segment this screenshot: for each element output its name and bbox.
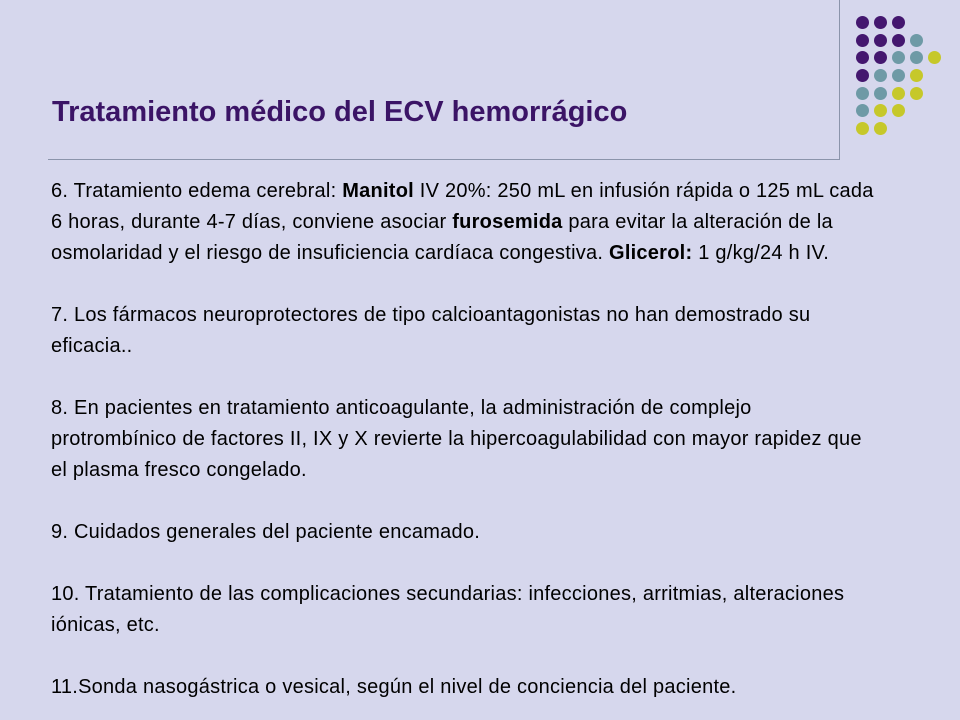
paragraph-text: 6. Tratamiento edema cerebral: bbox=[51, 180, 343, 202]
slide-body bbox=[51, 176, 881, 703]
decorative-dot bbox=[892, 69, 905, 82]
decorative-dot bbox=[856, 16, 869, 29]
decorative-dot bbox=[856, 104, 869, 117]
paragraph-gap bbox=[51, 362, 881, 393]
body-paragraph bbox=[51, 517, 881, 548]
vertical-rule bbox=[839, 0, 840, 160]
body-paragraph bbox=[51, 672, 881, 703]
paragraph-gap bbox=[51, 269, 881, 300]
paragraph-gap bbox=[51, 641, 881, 672]
title-underline-rule bbox=[48, 159, 840, 160]
paragraph-text: 11.Sonda nasogástrica o vesical, según el nivel de conciencia del paciente. bbox=[51, 676, 737, 698]
decorative-dot bbox=[910, 34, 923, 47]
body-paragraph bbox=[51, 176, 881, 269]
decorative-dot bbox=[892, 87, 905, 100]
decorative-dot bbox=[874, 34, 887, 47]
decorative-dot bbox=[856, 51, 869, 64]
paragraph-text: 9. Cuidados generales del paciente encamado. bbox=[51, 521, 481, 543]
decorative-dot bbox=[874, 16, 887, 29]
decorative-dot bbox=[892, 104, 905, 117]
decorative-dot bbox=[856, 122, 869, 135]
decorative-dot bbox=[856, 34, 869, 47]
decorative-dot bbox=[856, 87, 869, 100]
decorative-dot bbox=[856, 69, 869, 82]
decorative-dot bbox=[910, 69, 923, 82]
paragraph-text: IV 20%: 250 mL en infusión rápida o 125 mL cada 6 horas, durante 4-7 días, conviene asociar bbox=[51, 180, 874, 233]
decorative-dot bbox=[874, 122, 887, 135]
emphasized-term: furosemida bbox=[452, 211, 563, 233]
paragraph-text: 7. Los fármacos neuroprotectores de tipo calcioantagonistas no han demostrado su eficacia.. bbox=[51, 304, 811, 357]
body-paragraph bbox=[51, 579, 881, 641]
decorative-dot bbox=[874, 51, 887, 64]
paragraph-text: 1 g/kg/24 h IV. bbox=[692, 242, 830, 264]
paragraph-text: para evitar la alteración de la osmolaridad y el riesgo de insuficiencia cardíaca congestiva. bbox=[51, 211, 833, 264]
decorative-dot bbox=[892, 16, 905, 29]
paragraph-text: 8. En pacientes en tratamiento anticoagulante, la administración de complejo protrombínico de factores II, IX y X revierte la hipercoagulabilidad con mayor rapidez que el plasma fresco congelado. bbox=[51, 397, 862, 481]
body-paragraph bbox=[51, 300, 881, 362]
decorative-dot bbox=[928, 51, 941, 64]
body-paragraph bbox=[51, 393, 881, 486]
slide-title: Tratamiento médico del ECV hemorrágico bbox=[52, 96, 628, 128]
decorative-dot bbox=[874, 104, 887, 117]
decorative-dot bbox=[892, 51, 905, 64]
decorative-dot bbox=[910, 87, 923, 100]
emphasized-term: Manitol bbox=[342, 180, 414, 202]
paragraph-gap bbox=[51, 548, 881, 579]
emphasized-term: Glicerol: bbox=[609, 242, 693, 264]
decorative-dot bbox=[910, 51, 923, 64]
decorative-dot bbox=[874, 69, 887, 82]
paragraph-gap bbox=[51, 486, 881, 517]
decorative-dot bbox=[874, 87, 887, 100]
decorative-dot bbox=[892, 34, 905, 47]
paragraph-text: 10. Tratamiento de las complicaciones secundarias: infecciones, arritmias, alteraciones iónicas, etc. bbox=[51, 583, 845, 636]
decorative-dot-grid bbox=[0, 0, 960, 160]
